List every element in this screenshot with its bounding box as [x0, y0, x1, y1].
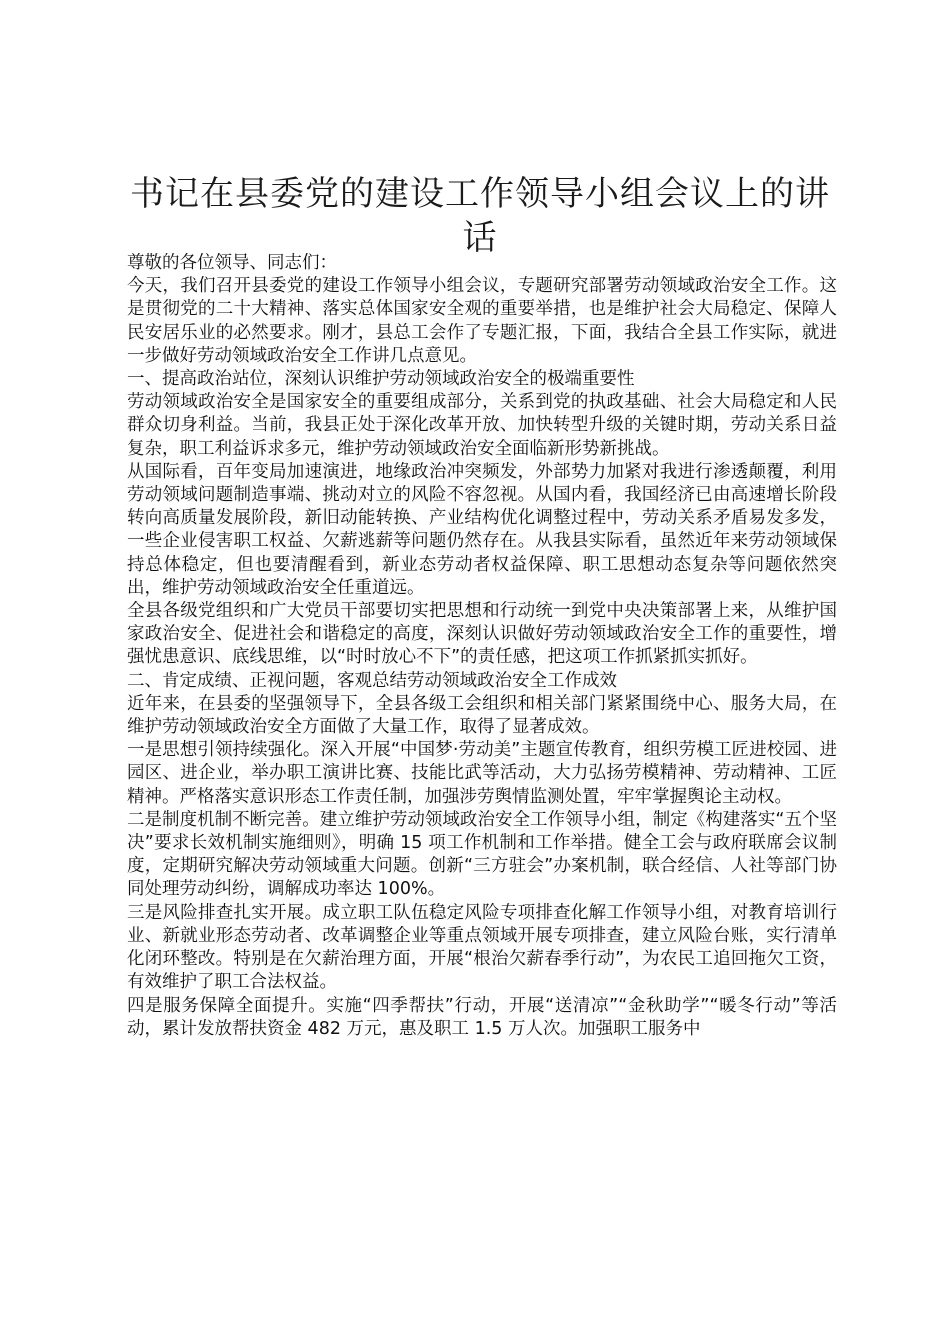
body-paragraph: 三是风险排查扎实开展。成立职工队伍稳定风险专项排查化解工作领导小组，对教育培训行业、新就业形态劳动者、改革调整企业等重点领域开展专项排查，建立风险台账，实行清单化闭环整改。特别是在欠薪治理方面，开展“根治欠薪春季行动”，为农民工追回拖欠工资，有效维护了职工合法权益。 — [127, 902, 837, 993]
body-paragraph: 一是思想引领持续强化。深入开展“中国梦·劳动美”主题宣传教育，组织劳模工匠进校园、进园区、进企业，举办职工演讲比赛、技能比武等活动，大力弘扬劳模精神、劳动精神、工匠精神。严格落实意识形态工作责任制，加强涉劳舆情监测处置，牢牢掌握舆论主动权。 — [127, 740, 837, 807]
section-heading-1: 一、提高政治站位，深刻认识维护劳动领域政治安全的极端重要性 — [127, 369, 635, 390]
document-body — [127, 252, 837, 1041]
opening-paragraph: 今天，我们召开县委党的建设工作领导小组会议，专题研究部署劳动领域政治安全工作。这是贯彻党的二十大精神、落实总体国家安全观的重要举措，也是维护社会大局稳定、保障人民安居乐业的必然要求。刚才，县总工会作了专题汇报，下面，我结合全县工作实际，就进一步做好劳动领域政治安全工作讲几点意见。 — [127, 276, 837, 366]
body-paragraph: 从国际看，百年变局加速演进，地缘政治冲突频发，外部势力加紧对我进行渗透颠覆，利用劳动领域问题制造事端、挑动对立的风险不容忽视。从国内看，我国经济已由高速增长阶段转向高质量发展阶段，新旧动能转换、产业结构优化调整过程中，劳动关系矛盾易发多发，一些企业侵害职工权益、欠薪逃薪等问题仍然存在。从我县实际看，虽然近年来劳动领域保持总体稳定，但也要清醒看到，新业态劳动者权益保障、职工思想动态复杂等问题依然突出，维护劳动领域政治安全任重道远。 — [127, 461, 837, 598]
body-paragraph: 全县各级党组织和广大党员干部要切实把思想和行动统一到党中央决策部署上来，从维护国家政治安全、促进社会和谐稳定的高度，深刻认识做好劳动领域政治安全工作的重要性，增强忧患意识、底线思维，以“时时放心不下”的责任感，把这项工作抓紧抓实抓好。 — [127, 601, 837, 668]
body-paragraph: 近年来，在县委的坚强领导下，全县各级工会组织和相关部门紧紧围绕中心、服务大局，在维护劳动领域政治安全方面做了大量工作，取得了显著成效。 — [127, 693, 837, 738]
body-paragraph: 劳动领域政治安全是国家安全的重要组成部分，关系到党的执政基础、社会大局稳定和人民群众切身利益。当前，我县正处于深化改革开放、加快转型升级的关键时期，劳动关系日益复杂，职工利益诉求多元，维护劳动领域政治安全面临新形势新挑战。 — [127, 392, 837, 459]
section-heading-2: 二、肯定成绩、正视问题，客观总结劳动领域政治安全工作成效 — [127, 670, 617, 691]
salutation: 尊敬的各位领导、同志们： — [127, 253, 337, 273]
body-paragraph: 二是制度机制不断完善。建立维护劳动领域政治安全工作领导小组，制定《构建落实“五个坚决”要求长效机制实施细则》，明确 15 项工作机制和工作举措。健全工会与政府联席会议制度，定期研究解决劳动领域重大问题。创新“三方驻会”办案机制，联合经信、人社等部门协同处理劳动纠纷，调解成功率达 100%。 — [127, 809, 837, 900]
body-paragraph: 四是服务保障全面提升。实施“四季帮扶”行动，开展“送清凉”“金秋助学”“暖冬行动”等活动，累计发放帮扶资金 482 万元，惠及职工 1.5 万人次。加强职工服务中 — [127, 995, 837, 1039]
document-title: 书记在县委党的建设工作领导小组会议上的讲话 — [130, 174, 830, 258]
